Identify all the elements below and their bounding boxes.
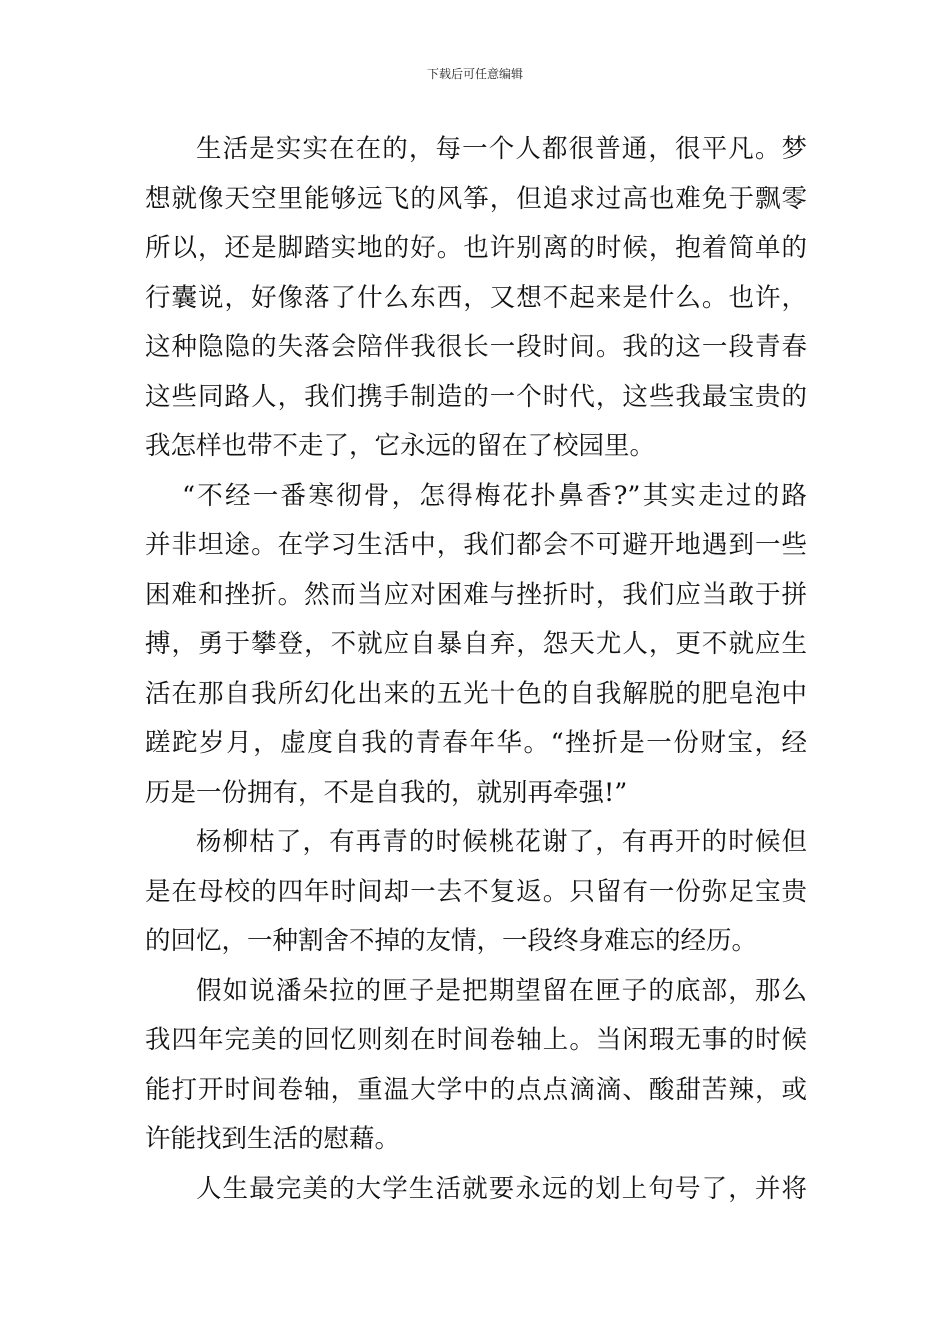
text-line: 历是一份拥有，不是自我的，就别再牵强!” (145, 777, 628, 808)
text-line: 活在那自我所幻化出来的五光十色的自我解脱的肥皂泡中 (145, 678, 807, 709)
text-line: 这种隐隐的失落会陪伴我很长一段时间。我的这一段青春 (145, 332, 807, 362)
paragraph-4 (145, 967, 807, 1165)
text-line: 许能找到生活的慰藉。 (145, 1124, 401, 1154)
text-line: 生活是实实在在的，每一个人都很普通，很平凡。梦 (196, 134, 807, 164)
paragraph-1 (145, 125, 807, 472)
text-line: 假如说潘朵拉的匣子是把期望留在匣子的底部，那么 (196, 975, 807, 1006)
text-line: 杨柳枯了，有再青的时候桃花谢了，有再开的时候但 (196, 827, 807, 857)
document-body (145, 125, 807, 1214)
text-line: 人生最完美的大学生活就要永远的划上句号了，并将 (196, 1173, 807, 1204)
text-line: 这些同路人，我们携手制造的一个时代，这些我最宝贵的 (145, 381, 807, 412)
text-line: 的回忆，一种割舍不掉的友情，一段终身难忘的经历。 (145, 926, 758, 956)
text-line: “不经一番寒彻骨，怎得梅花扑鼻香?”其实走过的路 (182, 480, 807, 511)
paragraph-2 (145, 472, 807, 819)
text-line: 想就像天空里能够远飞的风筝，但追求过高也难免于飘零 (145, 183, 807, 214)
text-line: 搏，勇于攀登，不就应自暴自弃，怨天尤人，更不就应生 (145, 629, 807, 659)
text-line: 蹉跎岁月，虚度自我的青春年华。“挫折是一份财宝，经 (145, 728, 807, 758)
text-line: 我四年完美的回忆则刻在时间卷轴上。当闲瑕无事的时候 (145, 1025, 807, 1055)
text-line: 并非坦途。在学习生活中，我们都会不可避开地遇到一些 (145, 530, 807, 560)
paragraph-3 (145, 818, 807, 967)
text-line: 我怎样也带不走了，它永远的留在了校园里。 (145, 431, 656, 461)
text-line: 所以，还是脚踏实地的好。也许别离的时候，抱着简单的 (145, 233, 807, 263)
text-line: 是在母校的四年时间却一去不复返。只留有一份弥足宝贵 (145, 876, 807, 907)
text-line: 行囊说，好像落了什么东西，又想不起来是什么。也许， (145, 282, 807, 313)
text-line: 困难和挫折。然而当应对困难与挫折时，我们应当敢于拼 (145, 579, 807, 610)
page-header: 下载后可任意编辑 (426, 67, 523, 81)
paragraph-5 (145, 1165, 807, 1215)
text-line: 能打开时间卷轴，重温大学中的点点滴滴、酸甜苦辣，或 (145, 1074, 807, 1105)
